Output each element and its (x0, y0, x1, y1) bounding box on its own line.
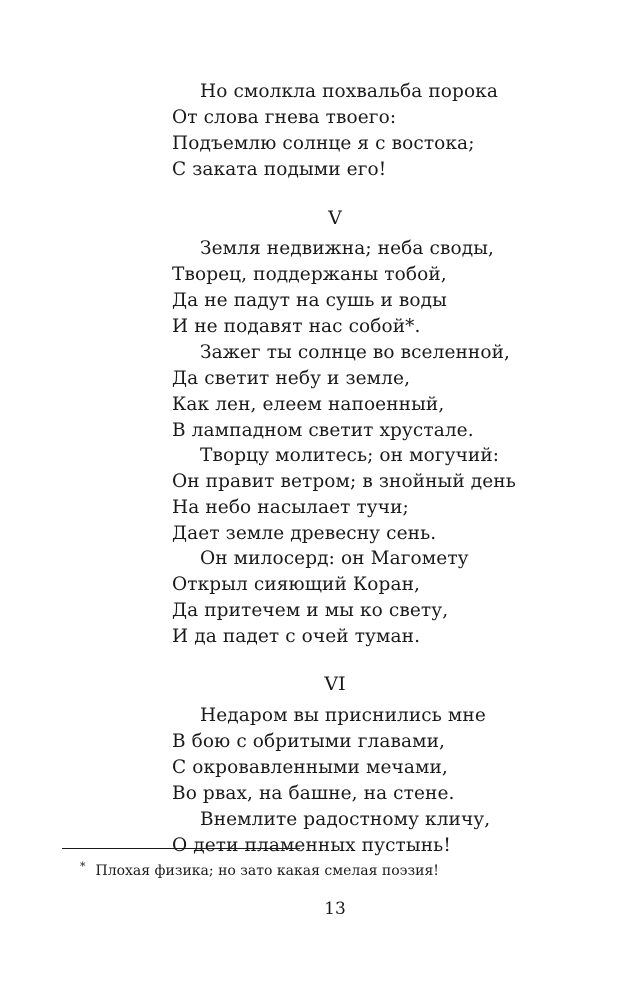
poem-line: Дает земле древесну сень. (172, 523, 437, 544)
footnote-mark: * (80, 860, 86, 873)
poem-line: Но смолкла похвальба порока (200, 81, 498, 102)
poem-line: Подъемлю солнце я с востока; (172, 133, 475, 154)
poem-line: С окровавленными мечами, (172, 757, 448, 778)
footnote (80, 861, 439, 882)
poem-line: Он милосерд: он Магомету (200, 548, 469, 569)
poem-line: В бою с обритыми главами, (172, 731, 446, 752)
poem-line: И да падет с очей туман. (172, 626, 421, 647)
poem-line: От слова гнева твоего: (172, 107, 397, 128)
poem-line: Земля недвижна; неба своды, (200, 238, 495, 259)
section-number-vi: VI (324, 673, 346, 695)
footnote-text: Плохая физика; но зато какая смелая поэзия! (95, 863, 439, 879)
poem-line: Творцу молитесь; он могучий: (200, 445, 500, 466)
poem-line: И не подавят нас собой*. (172, 316, 421, 337)
poem-line: Творец, поддержаны тобой, (172, 264, 447, 285)
footnote-divider (62, 848, 300, 849)
poem-line: Как лен, елеем напоенный, (172, 394, 445, 415)
poem-line: Во рвах, на башне, на стене. (172, 783, 455, 804)
poem-line: Внемлите радостному кличу, (200, 809, 491, 830)
poem-line: Открыл сияющий Коран, (172, 574, 421, 595)
poem-line: О дети пламенных пустынь! (172, 835, 451, 856)
page-number: 13 (324, 899, 346, 919)
poem-line: Зажег ты солнце во вселенной, (200, 342, 511, 363)
poem-line: Недаром вы приснились мне (200, 705, 486, 726)
poem-line: На небо насылает тучи; (172, 497, 409, 518)
section-number-v: V (328, 207, 342, 229)
poem-line: Да притечем и мы ко свету, (172, 600, 449, 621)
poem-line: В лампадном светит хрустале. (172, 420, 474, 441)
poem-line: Он правит ветром; в знойный день (172, 471, 516, 492)
poem-line: Да светит небу и земле, (172, 368, 411, 389)
poem-line: Да не падут на сушь и воды (172, 290, 447, 311)
poem-line: С заката подыми его! (172, 159, 387, 180)
